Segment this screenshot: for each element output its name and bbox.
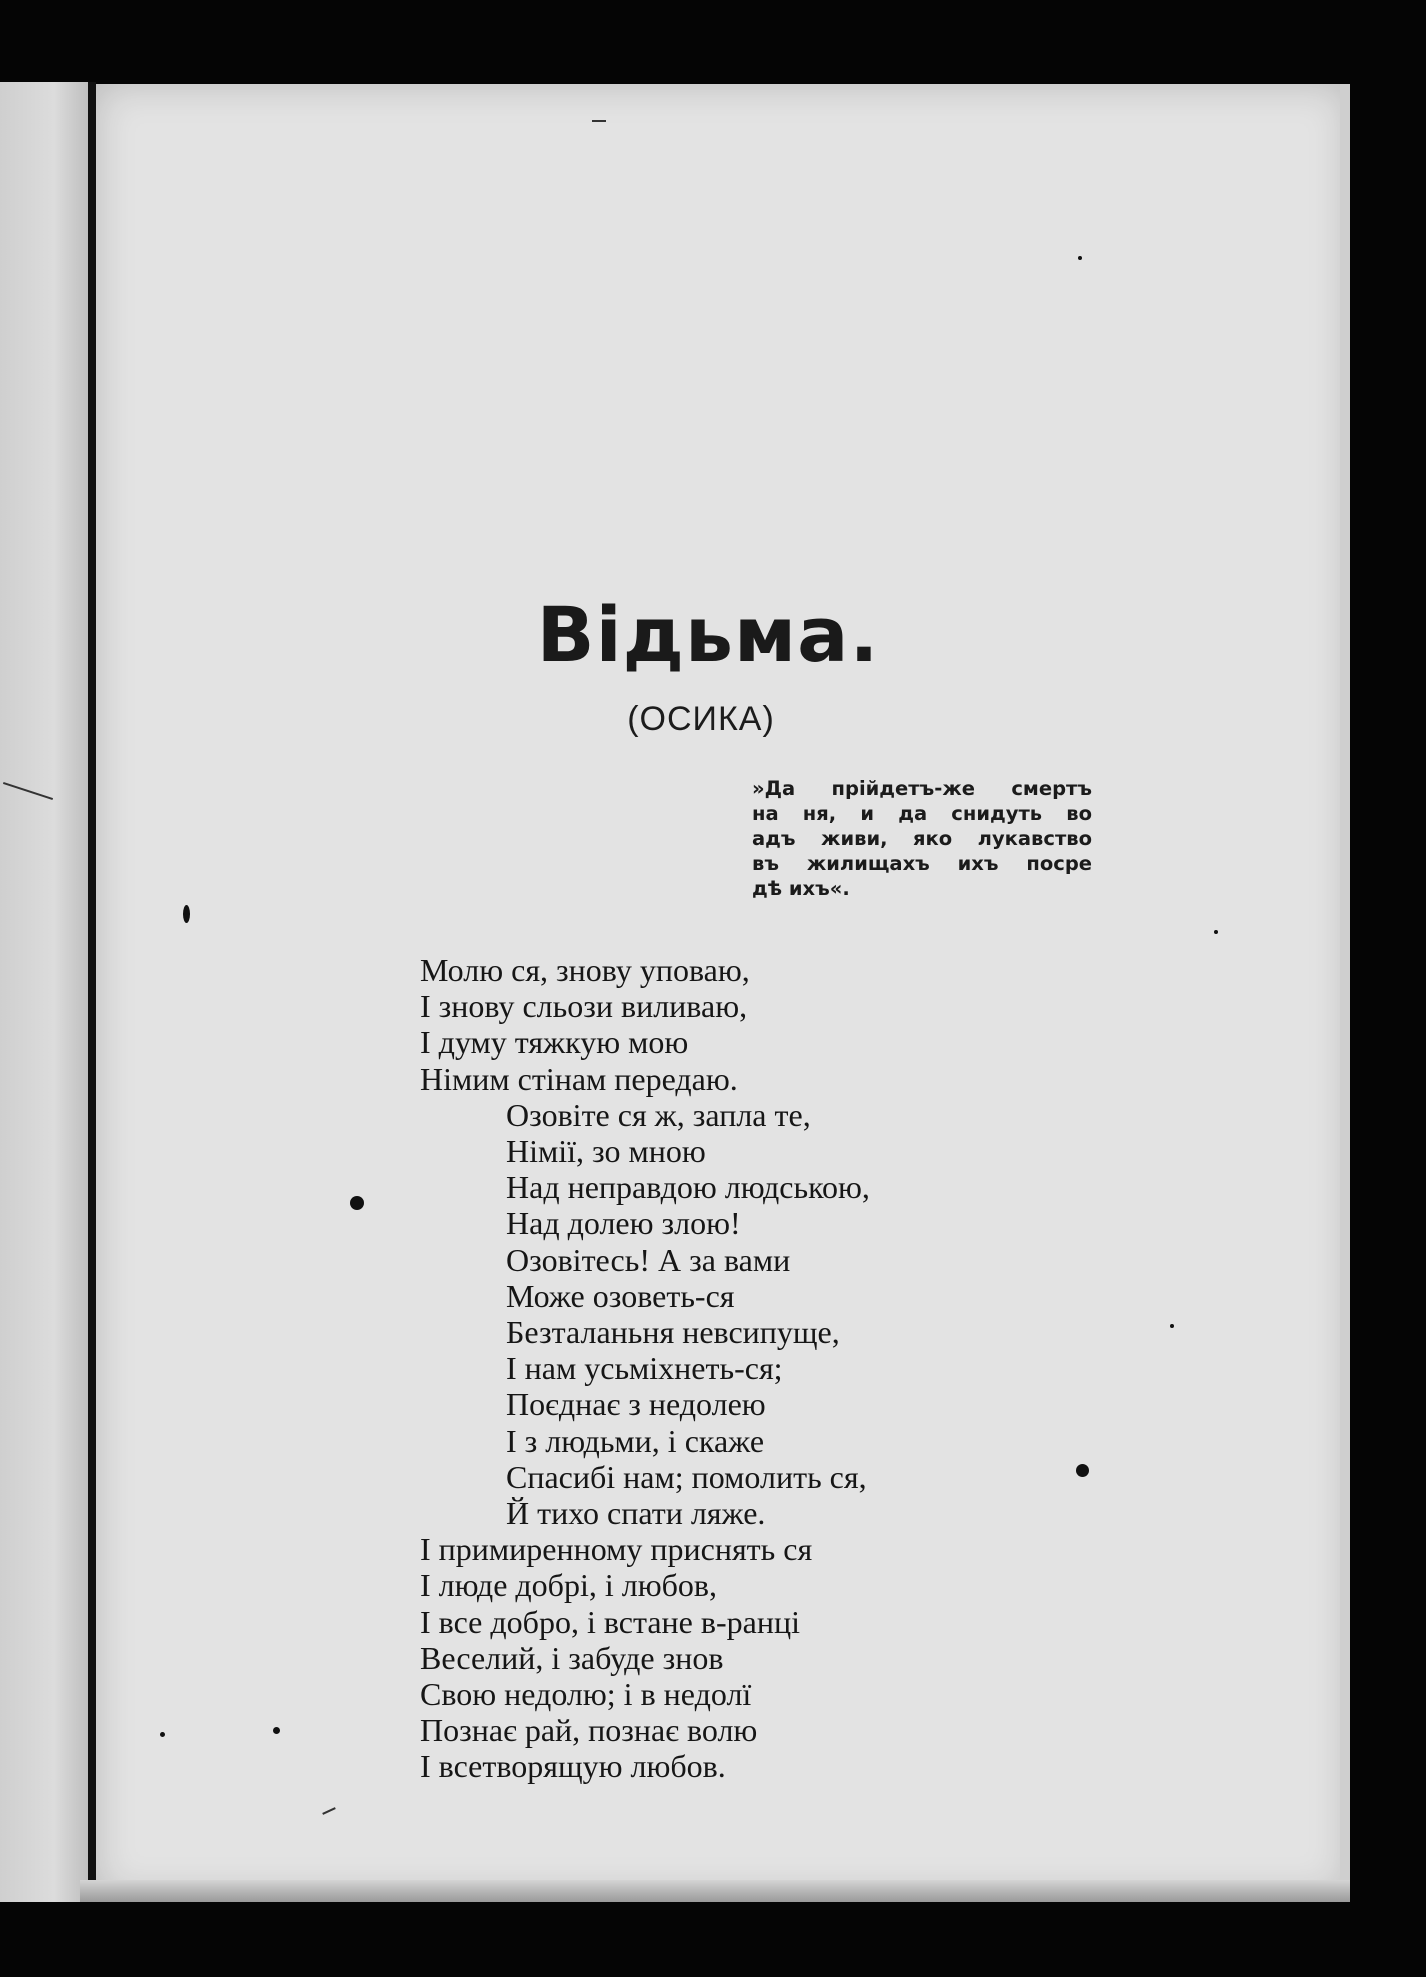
poem-line: Безталаньня невсипуще, (506, 1314, 840, 1351)
poem-line: І всетворящую любов. (420, 1748, 726, 1785)
poem-line: Німії, зо мною (506, 1133, 706, 1170)
poem-line: Може озоветь-ся (506, 1277, 735, 1314)
epigraph-line: на ня, и да снидуть во (752, 802, 1092, 825)
poem-line: І люде добрі, і любов, (420, 1567, 717, 1604)
ink-speck (350, 1196, 364, 1210)
poem-line: Й тихо спати ляже. (506, 1495, 766, 1532)
poem-line: Німим стінам передаю. (420, 1060, 738, 1097)
poem-body (420, 952, 1140, 1785)
poem-line: І знову сльози виливаю, (420, 988, 748, 1025)
previous-page-edge (0, 82, 90, 1902)
poem-line: Свою недолю; і в недолї (420, 1676, 752, 1713)
poem-line: І думу тяжкую мою (420, 1024, 689, 1061)
page-right-edge (1340, 84, 1350, 1896)
ink-speck (183, 905, 190, 923)
poem-line: Поєднає з недолею (506, 1386, 766, 1423)
ink-speck (1078, 256, 1082, 260)
poem-line: Озовіте ся ж, запла те, (506, 1096, 811, 1133)
poem-line: І все добро, і встане в-ранці (420, 1603, 800, 1640)
book-gutter (88, 82, 96, 1902)
ink-speck (160, 1732, 165, 1737)
poem-line: І примиренному приснять ся (420, 1531, 813, 1568)
page-bottom-edge (80, 1880, 1350, 1902)
poem-line: Молю ся, знову уповаю, (420, 952, 750, 988)
ink-speck (1170, 1324, 1174, 1328)
poem-line: І нам усьміхнеть-ся; (506, 1350, 783, 1387)
epigraph-line: »Да прiйдетъ-же смертъ (752, 777, 1092, 800)
poem-line: Спасибі нам; помолить ся, (506, 1458, 867, 1495)
epigraph-line: адъ живи, яко лукавство (752, 827, 1092, 850)
ink-speck (273, 1727, 280, 1734)
ink-speck (1214, 930, 1218, 934)
poem-line: Над долею злою! (506, 1205, 741, 1242)
poem-line: Познає рай, познає волю (420, 1712, 758, 1749)
poem-title: Відьма. (536, 590, 880, 679)
poem-line: Веселий, і забуде знов (420, 1639, 724, 1676)
poem-line: Озовітесь! А за вами (506, 1241, 791, 1278)
poem-line: Над неправдою людською, (506, 1169, 870, 1206)
poem-line: І з людьми, і скаже (506, 1422, 765, 1459)
epigraph-line: въ жилищахъ ихъ посре (752, 852, 1092, 875)
poem-subtitle: (ОСИКА) (627, 700, 775, 738)
scan-scratch (592, 120, 606, 122)
epigraph (752, 776, 1092, 901)
epigraph-line: дѣ ихъ«. (752, 877, 850, 900)
